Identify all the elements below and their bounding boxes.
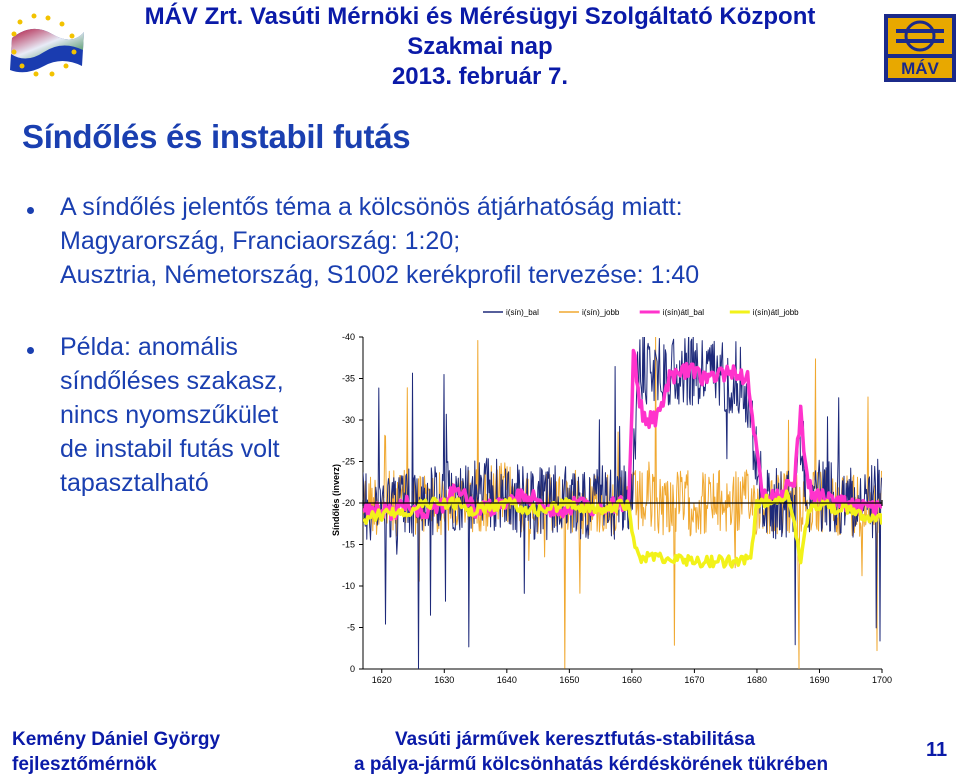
legend-label: i(sín)_bal xyxy=(506,308,539,317)
x-tick-label: 1670 xyxy=(684,675,705,685)
y-axis-label-group xyxy=(331,464,341,536)
legend-label: i(sín)átl_bal xyxy=(662,308,705,317)
x-tick-label: 1630 xyxy=(434,675,455,685)
y-axis-label: Síndőlés (inverz) xyxy=(331,463,341,537)
y-axis-ticks xyxy=(342,332,363,674)
header-event: Szakmai nap xyxy=(407,33,553,60)
y-tick-label: -25 xyxy=(341,456,355,467)
footer-subtopic: a pálya-jármű kölcsönhatás kérdéskörének tükrében xyxy=(354,754,829,775)
y-tick-label: -30 xyxy=(341,415,355,425)
bullet-two-line: Példa: anomális xyxy=(60,333,238,361)
bullet-point-icon xyxy=(27,207,34,214)
y-tick-label: -10 xyxy=(341,581,355,591)
footer-role: fejlesztőmérnök xyxy=(12,754,157,775)
legend-label: i(sín)_jobb xyxy=(582,308,620,317)
header-organization: MÁV Zrt. Vasúti Mérnöki és Mérésügyi Szolgáltató Központ xyxy=(144,3,816,30)
x-axis-ticks xyxy=(372,669,892,685)
bullet-point-icon xyxy=(27,347,34,354)
x-tick-label: 1700 xyxy=(871,675,893,685)
y-tick-label: -40 xyxy=(341,332,355,342)
bullet-one-line: Magyarország, Franciaország: 1:20; xyxy=(60,227,461,255)
bullet-two-line: tapasztalható xyxy=(60,469,209,497)
logo-text: MÁV xyxy=(901,59,939,78)
y-tick-label: -15 xyxy=(341,539,355,550)
legend-label: i(sín)átl_jobb xyxy=(752,308,799,317)
bullet-one-line: Ausztria, Németország, S1002 kerékprofil tervezése: 1:40 xyxy=(60,261,700,289)
x-tick-label: 1660 xyxy=(621,675,642,685)
x-tick-label: 1690 xyxy=(809,675,830,685)
chart-legend xyxy=(483,308,799,317)
bullet-two-line: síndőléses szakasz, xyxy=(60,367,284,395)
mav-logo xyxy=(884,14,956,82)
y-tick-label: -5 xyxy=(346,622,355,633)
header-date: 2013. február 7. xyxy=(391,63,569,90)
plot-area xyxy=(363,332,882,669)
bullet-two-line: de instabil futás volt xyxy=(60,435,280,463)
y-tick-label: 0 xyxy=(349,664,355,674)
footer-topic: Vasúti járművek keresztfutás-stabilitása xyxy=(395,729,756,750)
x-tick-label: 1680 xyxy=(746,675,767,685)
bullet-two xyxy=(60,330,325,500)
x-tick-label: 1650 xyxy=(559,675,580,685)
y-tick-label: -20 xyxy=(341,498,355,508)
y-tick-label: -35 xyxy=(341,373,355,384)
bullet-one-line: A síndőlés jelentős téma a kölcsönös átjárhatóság miatt: xyxy=(60,193,683,221)
rail-inclination-chart xyxy=(325,300,950,690)
page-number: 11 xyxy=(926,739,948,761)
slide-title: Síndőlés és instabil futás xyxy=(22,118,411,155)
bullet-two-line: nincs nyomszűkület xyxy=(60,401,279,429)
x-tick-label: 1620 xyxy=(371,675,392,685)
footer-author: Kemény Dániel György xyxy=(12,729,221,750)
bullet-one xyxy=(60,190,860,292)
x-tick-label: 1640 xyxy=(496,675,517,685)
